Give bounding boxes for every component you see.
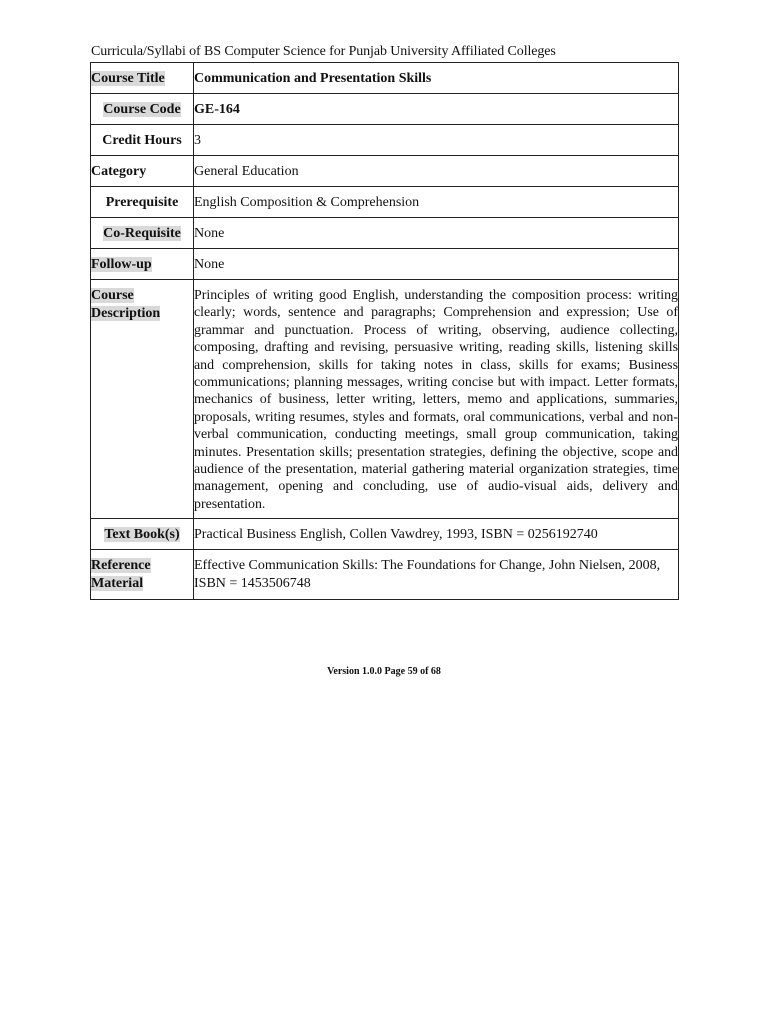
label-cell bbox=[91, 125, 194, 156]
category-label: Category bbox=[91, 164, 147, 179]
value-cell bbox=[194, 125, 679, 156]
page-footer bbox=[0, 666, 768, 677]
row-credit-hours bbox=[91, 125, 679, 156]
row-course-title bbox=[91, 63, 679, 94]
row-text-books bbox=[91, 519, 679, 550]
value-cell bbox=[194, 249, 679, 280]
label-cell bbox=[91, 218, 194, 249]
row-reference-material bbox=[91, 550, 679, 600]
course-description-label-line2: Description bbox=[91, 305, 161, 321]
row-co-requisite bbox=[91, 218, 679, 249]
value-cell bbox=[194, 280, 679, 519]
value-cell bbox=[194, 63, 679, 94]
row-follow-up bbox=[91, 249, 679, 280]
credit-hours-label: Credit Hours bbox=[102, 133, 182, 148]
reference-label-line2: Material bbox=[91, 575, 144, 591]
category-value: General Education bbox=[194, 164, 299, 179]
footer-version: Version 1.0.0 Page bbox=[327, 666, 408, 677]
label-cell bbox=[91, 187, 194, 218]
label-cell bbox=[91, 519, 194, 550]
course-description-label-line1: Course bbox=[91, 288, 134, 303]
row-course-description bbox=[91, 280, 679, 519]
label-cell bbox=[91, 94, 194, 125]
row-category bbox=[91, 156, 679, 187]
document-header: Curricula/Syllabi of BS Computer Science for Punjab University Affiliated Colleges bbox=[91, 44, 556, 59]
course-info-table bbox=[90, 62, 679, 600]
label-cell bbox=[91, 156, 194, 187]
text-books-label: Text Book(s) bbox=[104, 527, 180, 543]
follow-up-value: None bbox=[194, 257, 225, 272]
prerequisite-label: Prerequisite bbox=[105, 195, 179, 210]
label-cell bbox=[91, 550, 194, 600]
course-title-value: Communication and Presentation Skills bbox=[194, 71, 432, 86]
row-prerequisite bbox=[91, 187, 679, 218]
label-cell bbox=[91, 249, 194, 280]
credit-hours-value: 3 bbox=[194, 133, 201, 148]
value-cell bbox=[194, 550, 679, 600]
text-books-value: Practical Business English, Collen Vawdrey, 1993, ISBN = 0256192740 bbox=[194, 527, 598, 543]
footer-page-number: 59 bbox=[407, 666, 418, 677]
value-cell bbox=[194, 156, 679, 187]
value-cell bbox=[194, 94, 679, 125]
reference-label-line1: Reference bbox=[91, 558, 151, 574]
footer-of: of bbox=[417, 666, 431, 677]
follow-up-label: Follow-up bbox=[91, 257, 152, 272]
prerequisite-value: English Composition & Comprehension bbox=[194, 195, 420, 210]
value-cell bbox=[194, 218, 679, 249]
footer-total-pages: 68 bbox=[430, 666, 441, 677]
course-title-label: Course Title bbox=[91, 71, 165, 86]
course-code-value: GE-164 bbox=[194, 102, 240, 117]
value-cell bbox=[194, 187, 679, 218]
co-requisite-label: Co-Requisite bbox=[103, 226, 181, 241]
label-cell bbox=[91, 63, 194, 94]
label-cell bbox=[91, 280, 194, 519]
row-course-code bbox=[91, 94, 679, 125]
reference-value: Effective Communication Skills: The Foundations for Change, John Nielsen, 2008, ISBN = 1453506748 bbox=[194, 558, 661, 591]
course-code-label: Course Code bbox=[103, 102, 181, 117]
course-description-text: Principles of writing good English, understanding the composition process: writing clearly; words, sentence and paragraphs; Comprehension and expression; Use of grammar and punctuation. Process of writing, observing, audience collecting, composing, drafting and revising, persuasive writing, reading skills, listening skills and comprehension, skills for taking notes in class, skills for exams; Business communications; planning messages, writing concise but with impact. Letter formats, mechanics of business, letter writing, letters, memo and applications, summaries, proposals, writing resumes, styles and formats, oral communications, verbal and non-verbal communication, conducting meetings, small group communication, taking minutes. Presentation skills; presentation strategies, defining the objective, scope and audience of the presentation, material gathering material organization strategies, time management, opening and concluding, use of audio-visual aids, delivery and presentation. bbox=[194, 288, 678, 512]
co-requisite-value: None bbox=[194, 226, 225, 241]
value-cell bbox=[194, 519, 679, 550]
